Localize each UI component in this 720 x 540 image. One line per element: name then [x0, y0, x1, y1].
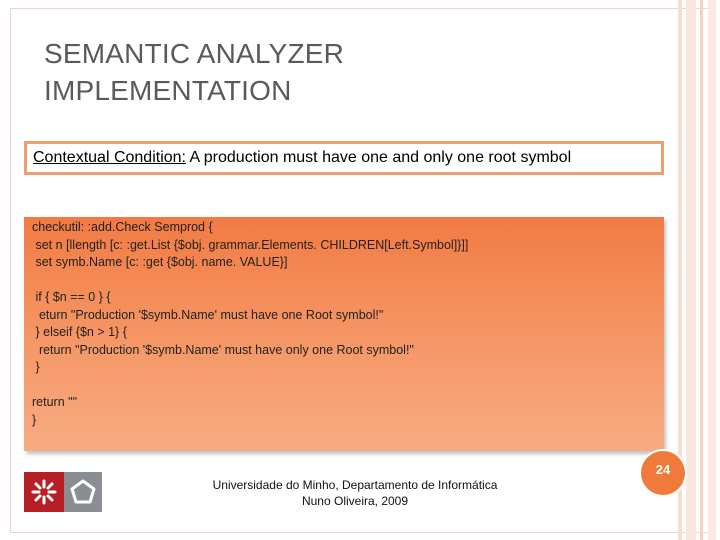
university-logo	[24, 472, 102, 512]
decorative-stripes	[678, 0, 720, 540]
code-line: if { $n == 0 } {	[32, 290, 111, 304]
code-line	[32, 377, 664, 395]
code-line: } elseif {$n > 1} {	[32, 325, 127, 339]
code-line: set n [llength [c: :get.List {$obj. grammar.Elements. CHILDREN[Left.Symbol]}]]	[32, 237, 469, 252]
pentagon-icon	[64, 472, 102, 512]
footer-author: Nuno Oliveira, 2009	[301, 494, 409, 508]
condition-text: A production must have one and only one root symbol	[185, 149, 572, 166]
page-number-badge: 24	[641, 451, 685, 495]
title-line-2: IMPLEMENTATION	[44, 75, 292, 106]
code-line: }	[32, 412, 37, 427]
code-line: set symb.Name [c: :get {$obj. name. VALUE}]	[32, 255, 288, 269]
title-line-1: SEMANTIC ANALYZER	[44, 38, 345, 69]
code-line: eturn "Production '$symb.Name' must have one Root symbol!"	[32, 307, 384, 322]
logo-red-block	[24, 472, 64, 512]
logo-grey-block	[64, 472, 102, 512]
code-line: return ""	[32, 395, 78, 409]
footer	[190, 477, 520, 509]
code-line: }	[32, 360, 40, 374]
slide-title	[44, 35, 644, 109]
code-line: checkutil: :add.Check Semprod {	[32, 220, 213, 234]
asterisk-icon	[24, 472, 64, 512]
code-block	[24, 217, 664, 451]
condition-label: Contextual Condition:	[33, 149, 186, 166]
code-line: return "Production '$symb.Name' must have only one Root symbol!"	[32, 342, 414, 357]
footer-institution: Universidade do Minho, Departamento de Informática	[212, 478, 498, 492]
code-line	[32, 272, 664, 290]
contextual-condition-box	[24, 141, 664, 175]
